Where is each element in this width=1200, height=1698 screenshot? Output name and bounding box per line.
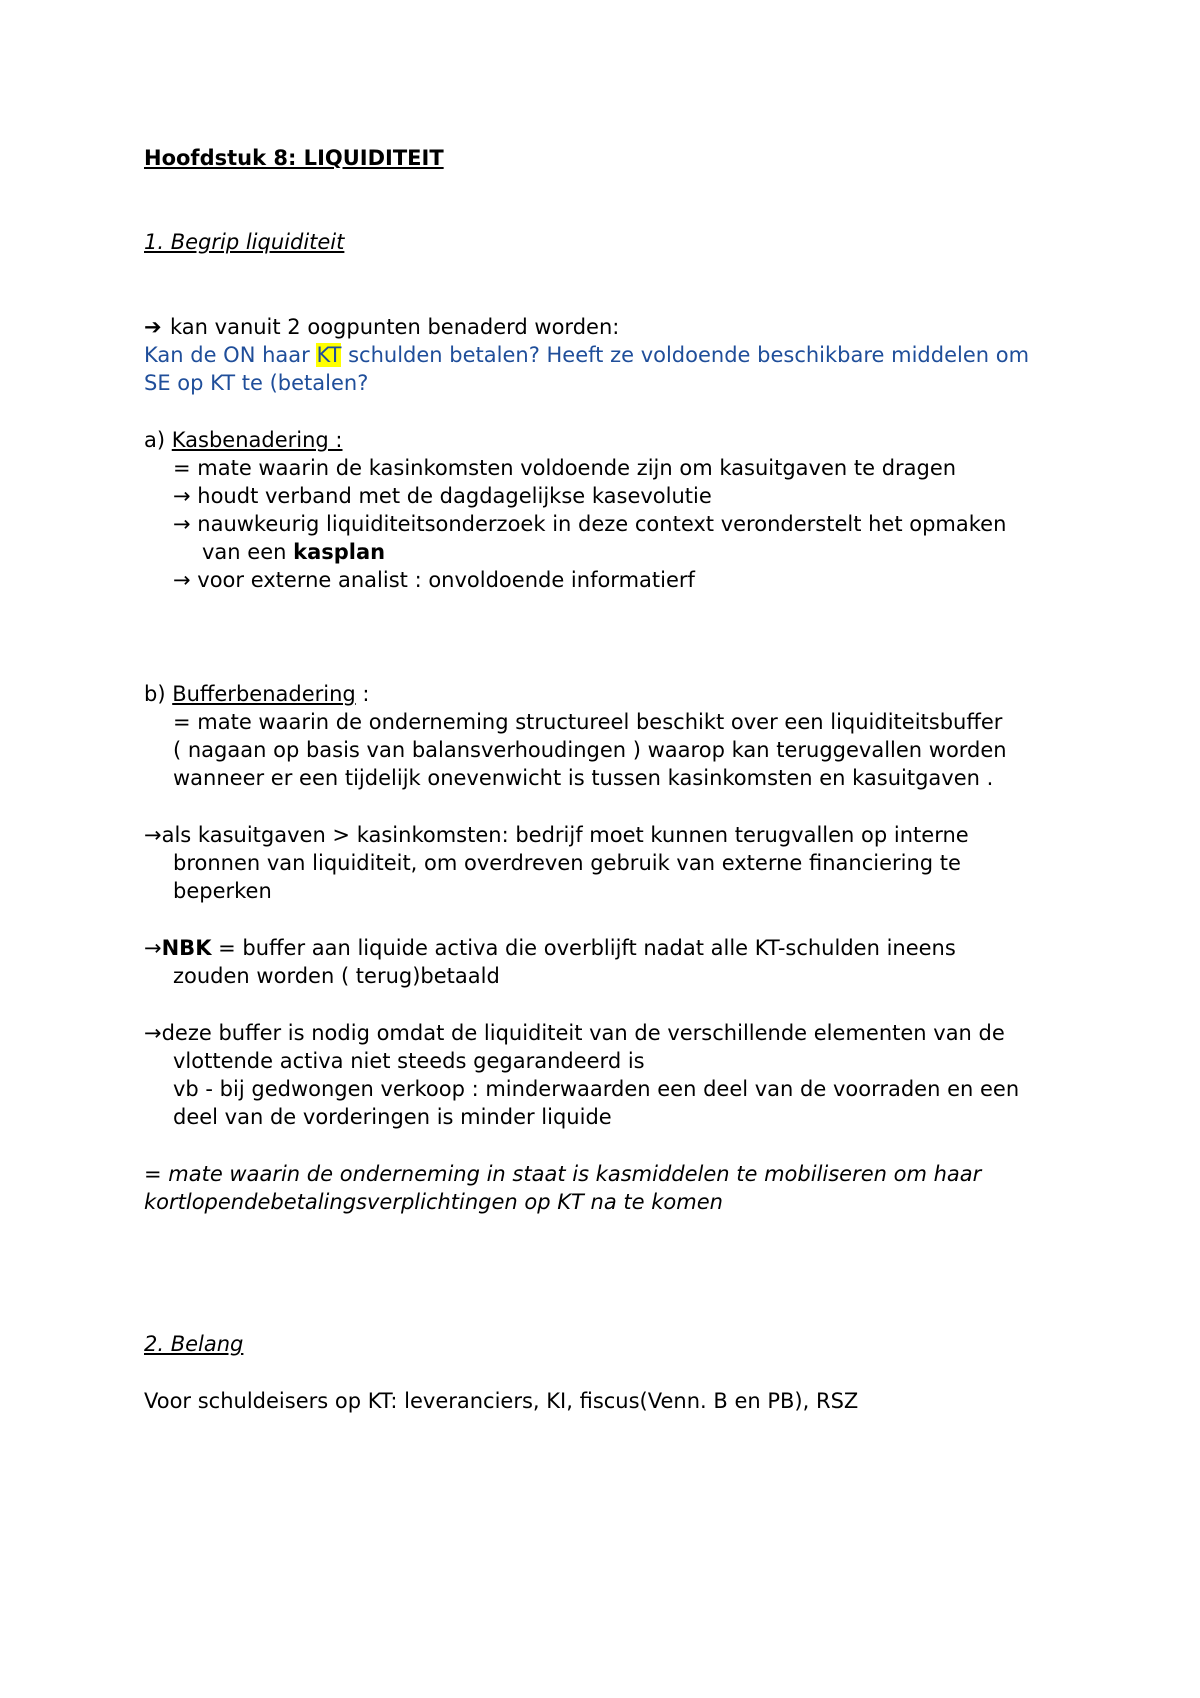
section-2-title: 2. Belang xyxy=(144,1332,244,1356)
arrow-icon: → xyxy=(144,936,162,960)
intro-text: kan vanuit 2 oogpunten benaderd worden: xyxy=(170,315,620,339)
liquidity-definition-line-1: = mate waarin de onderneming in staat is kasmiddelen te mobiliseren om haar xyxy=(144,1162,982,1186)
question-line-2: SE op KT te (betalen? xyxy=(144,371,369,395)
buffer-point-1-line-3: beperken xyxy=(173,879,272,903)
kasbenadering-point-3: → voor externe analist : onvoldoende informatierf xyxy=(173,568,695,592)
section-1-title: 1. Begrip liquiditeit xyxy=(144,230,345,254)
subsection-b-heading xyxy=(144,680,370,708)
subsection-a-heading xyxy=(144,426,343,454)
nbk-term: NBK xyxy=(161,936,212,960)
buffer-point-3-line-4: deel van de vorderingen is minder liquide xyxy=(173,1105,612,1129)
subsection-a-prefix: a) xyxy=(144,428,172,452)
buffer-point-1-line-1: →als kasuitgaven > kasinkomsten: bedrijf moet kunnen terugvallen op interne xyxy=(144,823,969,847)
question-text-b: schulden betalen? Heeft ze voldoende beschikbare middelen om xyxy=(341,343,1030,367)
buffer-point-3-line-3: vb - bij gedwongen verkoop : minderwaarden een deel van de voorraden en een xyxy=(173,1077,1020,1101)
buffer-point-3-line-2: vlottende activa niet steeds gegarandeerd is xyxy=(173,1049,645,1073)
bufferbenadering-def-1: = mate waarin de onderneming structureel beschikt over een liquiditeitsbuffer xyxy=(173,710,1003,734)
subsection-b-title: Bufferbenadering xyxy=(172,682,356,706)
kasbenadering-point-2-cont xyxy=(202,538,385,566)
kasbenadering-definition: = mate waarin de kasinkomsten voldoende zijn om kasuitgaven te dragen xyxy=(173,456,957,480)
subsection-b-prefix: b) xyxy=(144,682,173,706)
buffer-point-2-line-1 xyxy=(144,934,956,962)
bufferbenadering-def-2: ( nagaan op basis van balansverhoudingen ) waarop kan teruggevallen worden xyxy=(173,738,1007,762)
kasplan-prefix: van een xyxy=(202,540,294,564)
intro-line xyxy=(144,313,619,341)
question-text-a: Kan de ON haar xyxy=(144,343,317,367)
arrow-right-icon: ➔ xyxy=(144,315,162,339)
highlight-kt: KT xyxy=(316,343,342,367)
section-2-body: Voor schuldeisers op KT: leveranciers, KI, fiscus(Venn. B en PB), RSZ xyxy=(144,1389,859,1413)
bufferbenadering-def-3: wanneer er een tijdelijk onevenwicht is tussen kasinkomsten en kasuitgaven . xyxy=(173,766,994,790)
chapter-title: Hoofdstuk 8: LIQUIDITEIT xyxy=(144,146,444,170)
subsection-a-title: Kasbenadering : xyxy=(171,428,343,452)
liquidity-definition-line-2: kortlopendebetalingsverplichtingen op KT na te komen xyxy=(144,1190,723,1214)
question-line-1 xyxy=(144,341,1029,369)
nbk-definition: = buffer aan liquide activa die overblijft nadat alle KT-schulden ineens xyxy=(211,936,956,960)
kasplan-term: kasplan xyxy=(293,540,386,564)
subsection-b-suffix: : xyxy=(355,682,370,706)
buffer-point-3-line-1: →deze buffer is nodig omdat de liquiditeit van de verschillende elementen van de xyxy=(144,1021,1005,1045)
kasbenadering-point-2: → nauwkeurig liquiditeitsonderzoek in deze context veronderstelt het opmaken xyxy=(173,512,1007,536)
buffer-point-2-line-2: zouden worden ( terug)betaald xyxy=(173,964,500,988)
kasbenadering-point-1: → houdt verband met de dagdagelijkse kasevolutie xyxy=(173,484,712,508)
buffer-point-1-line-2: bronnen van liquiditeit, om overdreven gebruik van externe financiering te xyxy=(173,851,961,875)
